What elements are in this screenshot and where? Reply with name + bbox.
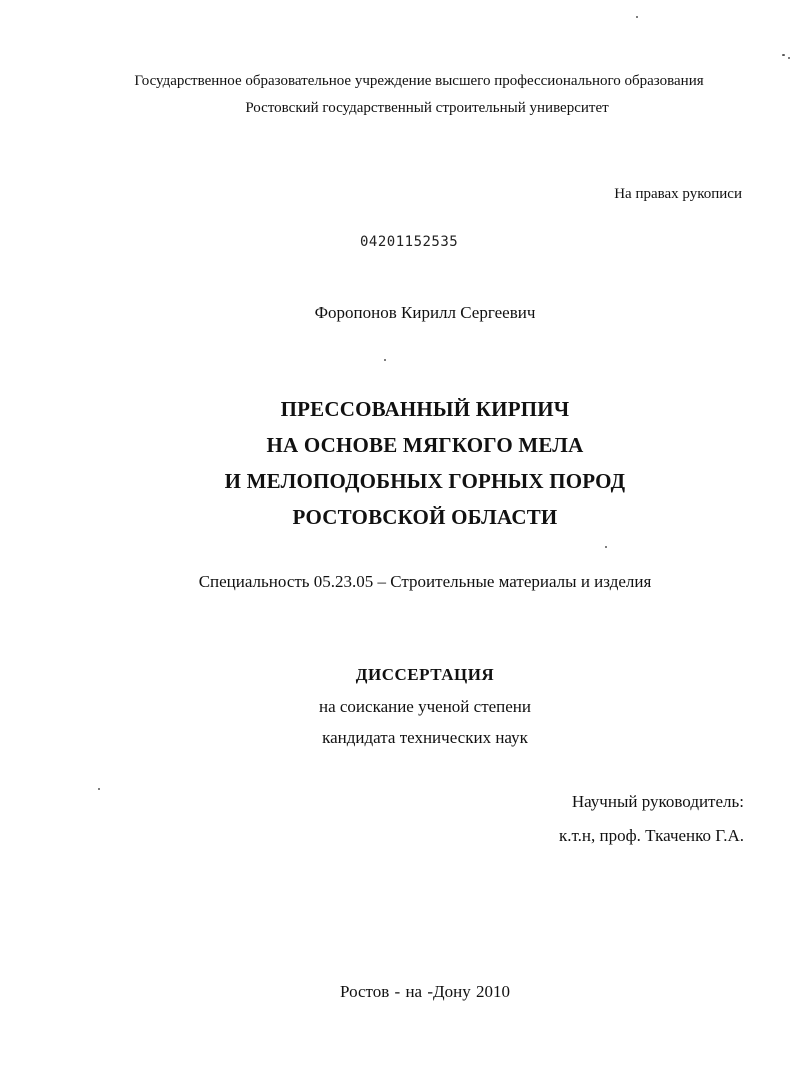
dissertation-heading: ДИССЕРТАЦИЯ [355, 665, 495, 684]
dissertation-line-2: кандидата технических наук [322, 728, 528, 747]
title-line-1: ПРЕССОВАННЫЙ КИРПИЧ [280, 397, 570, 421]
city-year: Ростов - на -Дону 2010 [340, 982, 510, 1001]
title-line-2: НА ОСНОВЕ МЯГКОГО МЕЛА [266, 433, 584, 457]
advisor-label: Научный руководитель: [571, 792, 744, 811]
title-line-4: РОСТОВСКОЙ ОБЛАСТИ [292, 505, 558, 529]
scan-speck [98, 788, 100, 790]
advisor-name: к.т.н, проф. Ткаченко Г.А. [559, 826, 744, 845]
scan-speck [384, 359, 386, 361]
institution-line-1: Государственное образовательное учреждение высшего профессионального образования [134, 73, 704, 89]
specialty-line: Специальность 05.23.05 – Строительные материалы и изделия [198, 572, 652, 591]
institution-line-2: Ростовский государственный строительный университет [245, 100, 609, 116]
title-line-3: И МЕЛОПОДОБНЫХ ГОРНЫХ ПОРОД [224, 469, 626, 493]
scan-speck [605, 546, 607, 548]
scan-speck [788, 57, 790, 59]
dissertation-line-1: на соискание ученой степени [318, 697, 532, 716]
catalog-code: 04201152535 [360, 234, 459, 250]
scan-speck [782, 54, 785, 56]
author-name: Форопонов Кирилл Сергеевич [314, 303, 536, 322]
rights-note: На правах рукописи [614, 186, 742, 202]
scan-speck [636, 16, 638, 18]
